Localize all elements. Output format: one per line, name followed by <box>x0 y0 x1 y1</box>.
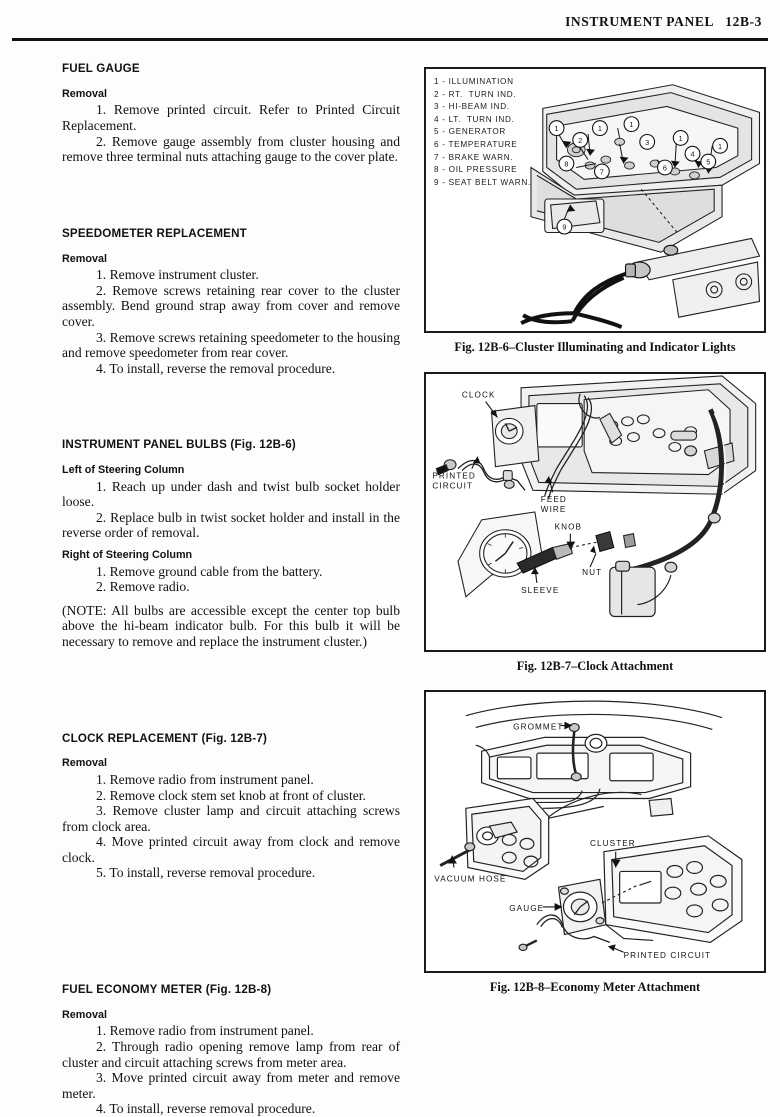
figure-label-printed-circuit: PRINTED CIRCUIT <box>623 951 712 961</box>
step-text: 3. Remove cluster lamp and circuit attaching screws from clock area. <box>62 803 400 834</box>
callout-bubble: 7 <box>599 167 604 177</box>
figure-label-feed-wire-2: WIRE <box>540 505 567 514</box>
figure-label-knob: KNOB <box>554 522 583 532</box>
figure-12b-6-frame <box>424 67 766 333</box>
subheading-removal-fuel-gauge: Removal <box>62 87 108 100</box>
figure-label-nut: NUT <box>582 568 603 578</box>
figure-12b-6 <box>424 67 766 355</box>
section-heading-speedometer: SPEEDOMETER REPLACEMENT <box>62 226 247 240</box>
step-text: 1. Remove instrument cluster. <box>96 267 259 283</box>
step-text: 3. Remove screws retaining speedometer to the housing and remove speedometer from rear cover. <box>62 329 400 361</box>
subheading-removal-economy-meter: Removal <box>62 1008 108 1021</box>
callout-bubble: 2 <box>578 135 583 145</box>
figure-label-feed-wire: FEED <box>540 495 567 505</box>
callout-bubble: 5 <box>706 157 711 167</box>
figure-12b-7-frame <box>424 372 766 652</box>
figure-12b-8-caption: Fig. 12B-8–Economy Meter Attachment <box>489 980 701 994</box>
clock-attachment-illustration <box>426 374 764 650</box>
callout-bubble: 8 <box>564 159 569 169</box>
step-text: 2. Replace bulb in twist socket holder and install in the reverse order of removal. <box>62 509 400 541</box>
callout-bubble: 4 <box>690 149 695 159</box>
step-text: 4. To install, reverse removal procedure. <box>96 1101 316 1117</box>
step-text: 2. Remove screws retaining rear cover to the cluster assembly. Bend ground strap away from cover and remove cover. <box>62 282 400 329</box>
figure-label-clock: CLOCK <box>461 390 496 400</box>
step-text: 2. Through radio opening remove lamp from rear of cluster and circuit attaching screws from meter area. <box>62 1039 400 1070</box>
section-heading-clock-replacement: CLOCK REPLACEMENT (Fig. 12B-7) <box>62 731 268 745</box>
section-heading-fuel-gauge: FUEL GAUGE <box>62 62 140 75</box>
step-text: 1. Remove radio from instrument panel. <box>96 1023 314 1039</box>
section-heading-fuel-economy-meter: FUEL ECONOMY METER (Fig. 12B-8) <box>62 983 272 997</box>
callout-bubble: 1 <box>597 124 602 134</box>
cluster-illustration <box>426 69 764 331</box>
subheading-right-of-steering-column: Right of Steering Column <box>62 549 193 562</box>
text-column <box>62 62 400 1117</box>
step-text: 4. To install, reverse the removal procedure. <box>96 360 336 376</box>
economy-meter-illustration <box>426 692 764 971</box>
callout-bubble: 6 <box>662 163 667 173</box>
figure-12b-8-frame <box>424 690 766 973</box>
figure-label-grommet: GROMMET <box>513 722 564 732</box>
step-text: 1. Remove radio from instrument panel. <box>96 771 314 787</box>
step-text: 2. Remove gauge assembly from cluster housing and remove three terminal nuts attaching gauge to the cover plate. <box>62 133 400 165</box>
note-paragraph: (NOTE: All bulbs are accessible except the center top bulb above the hi-beam indicator bulb. For this bulb it will be necessary to remove and replace the instrument cluster.) <box>62 602 400 649</box>
figure-12b-6-caption: Fig. 12B-6–Cluster Illuminating and Indicator Lights <box>454 340 736 354</box>
callout-bubble: 1 <box>678 133 683 143</box>
step-text: 1. Remove ground cable from the battery. <box>96 563 323 579</box>
callout-bubble: 1 <box>718 141 723 151</box>
header-rule <box>12 38 768 41</box>
callout-bubble: 3 <box>645 137 650 147</box>
figure-label-printed-circuit-2: CIRCUIT <box>432 481 474 491</box>
figure-12b-7-caption: Fig. 12B-7–Clock Attachment <box>516 659 674 673</box>
section-heading-panel-bulbs: INSTRUMENT PANEL BULBS (Fig. 12B-6) <box>62 438 296 452</box>
step-text: 3. Move printed circuit away from meter and remove meter. <box>62 1070 400 1101</box>
step-text: 4. Move printed circuit away from clock and remove clock. <box>62 834 400 865</box>
subheading-removal-speedometer: Removal <box>62 252 108 265</box>
step-text: 2. Remove clock stem set knob at front of cluster. <box>96 787 366 803</box>
figure-12b-8 <box>424 690 766 995</box>
page-title: INSTRUMENT PANEL 12B-3 <box>565 14 762 29</box>
figure-label-gauge: GAUGE <box>509 903 545 913</box>
figure-label-cluster: CLUSTER <box>590 838 636 848</box>
subheading-left-of-steering-column: Left of Steering Column <box>62 464 185 477</box>
subheading-removal-clock: Removal <box>62 757 108 770</box>
figure-label-printed-circuit: PRINTED <box>432 471 476 481</box>
callout-bubble: 1 <box>554 124 559 134</box>
figure-label-sleeve: SLEEVE <box>521 585 560 595</box>
callout-bubble: 9 <box>562 222 567 232</box>
step-text: 1. Reach up under dash and twist bulb socket holder loose. <box>62 478 400 510</box>
step-text: 1. Remove printed circuit. Refer to Printed Circuit Replacement. <box>62 102 400 133</box>
step-text: 5. To install, reverse removal procedure. <box>96 865 316 881</box>
step-text: 2. Remove radio. <box>96 579 190 595</box>
callout-bubble: 1 <box>629 120 634 130</box>
figure-12b-6-legend: 1 - ILLUMINATION 2 - RT. TURN IND. 3 - HI-BEAM IND. 4 - LT. TURN IND. 5 - GENERATOR 6 - TEMPERATURE 7 - BRAKE WARN. 8 - OIL PRESSURE 9 - SEAT BELT WARN. <box>434 77 532 187</box>
figure-label-vacuum-hose: VACUUM HOSE <box>434 874 507 884</box>
figure-12b-7 <box>424 372 766 674</box>
